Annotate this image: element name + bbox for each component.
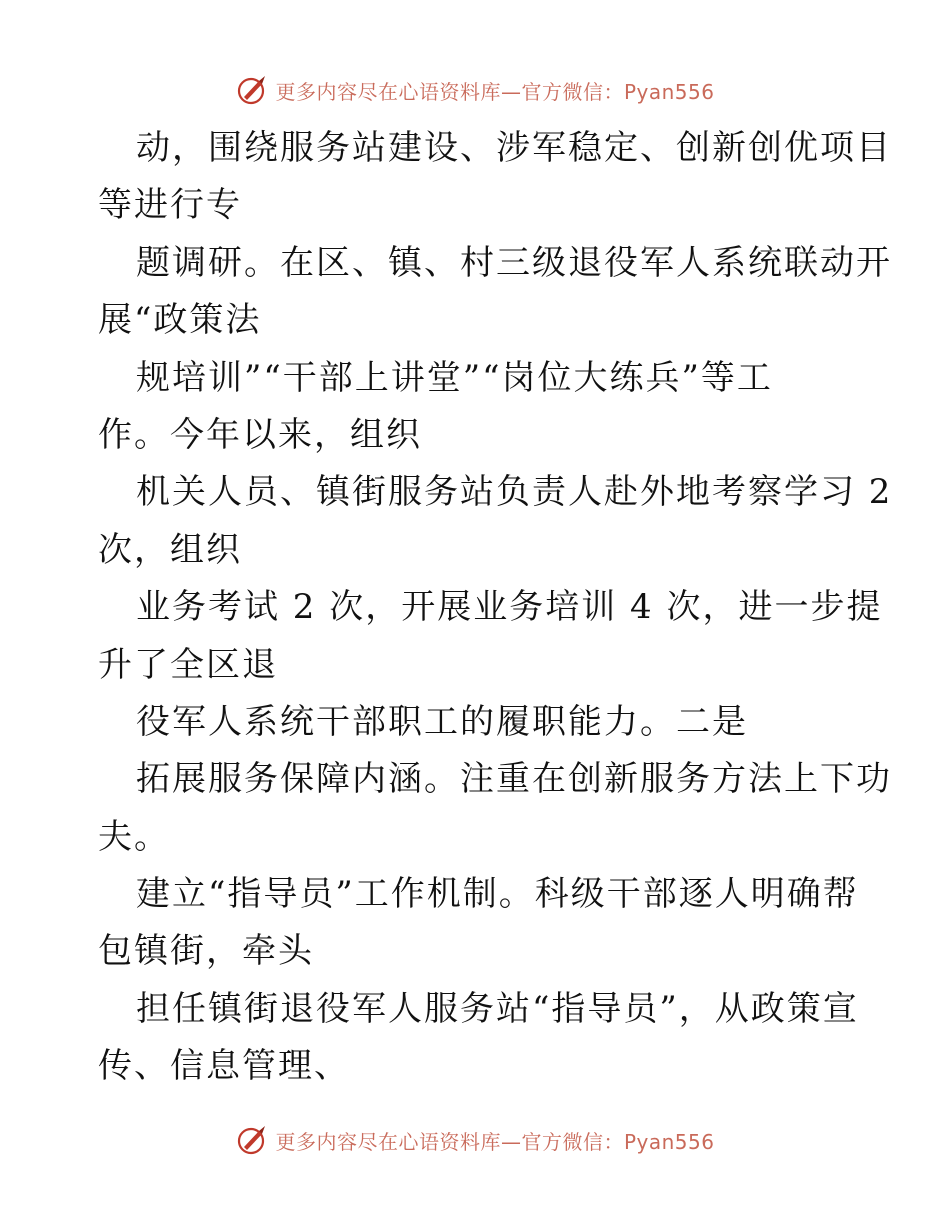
text-line: 传、信息管理、 xyxy=(98,1046,350,1087)
document-body xyxy=(98,120,893,1096)
quill-pen-logo-icon xyxy=(235,1123,269,1157)
text-line: 等进行专 xyxy=(98,185,242,226)
text-line: 动，围绕服务站建设、涉军稳定、创新创优项目 xyxy=(136,128,892,168)
text-line: 担任镇街退役军人服务站“指导员”，从政策宣 xyxy=(136,988,859,1029)
text-line: 建立“指导员”工作机制。科级干部逐人明确帮 xyxy=(136,874,859,915)
text-line: 业务考试 2 次，开展业务培训 4 次，进一步提 xyxy=(136,587,883,628)
watermark-text: 更多内容尽在心语资料库—官方微信：Pyan556 xyxy=(275,1129,715,1154)
text-line: 题调研。在区、镇、村三级退役军人系统联动开 xyxy=(136,242,892,283)
text-line: 次，组织 xyxy=(98,529,242,570)
text-line: 夫。 xyxy=(98,816,170,857)
text-line: 机关人员、镇街服务站负责人赴外地考察学习 2 xyxy=(136,472,893,513)
text-line: 作。今年以来，组织 xyxy=(98,414,422,455)
text-line: 拓展服务保障内涵。注重在创新服务方法上下功 xyxy=(136,759,892,800)
watermark-text: 更多内容尽在心语资料库—官方微信：Pyan556 xyxy=(275,79,715,104)
watermark-footer xyxy=(0,1120,950,1160)
watermark-header xyxy=(0,70,950,110)
text-line: 役军人系统干部职工的履职能力。二是 xyxy=(136,701,748,742)
text-line: 展“政策法 xyxy=(98,300,262,341)
quill-pen-logo-icon xyxy=(235,73,269,107)
text-line: 升了全区退 xyxy=(98,644,278,685)
text-line: 规培训”“干部上讲堂”“岗位大练兵”等工 xyxy=(136,357,773,398)
text-line: 包镇街，牵头 xyxy=(98,931,314,972)
